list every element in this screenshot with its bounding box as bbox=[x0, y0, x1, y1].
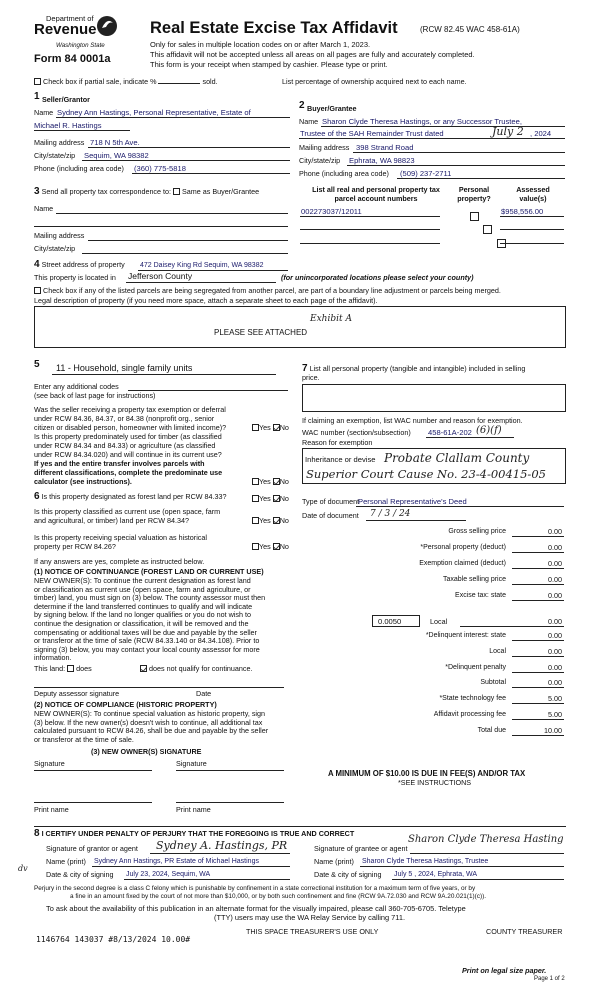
partial-sale-checkbox[interactable] bbox=[34, 78, 41, 85]
notice-compliance-title: (2) NOTICE OF COMPLIANCE (HISTORIC PROPERTY) bbox=[34, 700, 217, 709]
calc-label: Affidavit processing fee bbox=[433, 711, 506, 718]
owner-print-label-1: Print name bbox=[34, 805, 69, 814]
revenue-swirl-icon bbox=[96, 15, 118, 37]
section5-number: 5 bbox=[34, 359, 40, 370]
calc-label: *Delinquent interest: state bbox=[425, 632, 506, 639]
tax-rate-field: 0.0050 bbox=[378, 617, 402, 626]
calc-label: Excise tax: state bbox=[455, 592, 506, 599]
historic-no-checkbox[interactable] bbox=[273, 543, 280, 550]
reason-typed: Inheritance or devise bbox=[305, 455, 376, 464]
grantor-signature-label: Signature of grantor or agent bbox=[46, 844, 138, 853]
buyer-trust-date[interactable]: July 2 bbox=[492, 125, 524, 138]
partial-sale-row bbox=[34, 77, 218, 86]
buyer-city-field[interactable]: Ephrata, WA 98823 bbox=[349, 156, 415, 165]
buyer-phone-label: Phone (including area code) bbox=[299, 169, 389, 178]
assessed-col-header-2: value(s) bbox=[519, 194, 547, 203]
additional-codes-label: Enter any additional codes bbox=[34, 382, 119, 391]
s6-q3-yes-no bbox=[252, 542, 289, 551]
grantee-date-label: Date & city of signing bbox=[314, 870, 382, 879]
logo-revenue: Revenue bbox=[34, 21, 97, 38]
current-use-no-checkbox[interactable] bbox=[273, 517, 280, 524]
q1-yes-label: Yes bbox=[259, 423, 271, 432]
q1-no-label: No bbox=[279, 423, 289, 432]
current-use-q-a: Is this property classified as current use (open space, farm bbox=[34, 507, 221, 516]
certify-statement: I CERTIFY UNDER PENALTY OF PERJURY THAT THE FOREGOING IS TRUE AND CORRECT bbox=[41, 829, 355, 838]
s6-q2-yes-no bbox=[252, 516, 289, 525]
partial-sale-label: Check box if partial sale, indicate % bbox=[43, 77, 157, 86]
header-note-1: Only for sales in multiple location codes on or after March 1, 2023. bbox=[150, 40, 371, 49]
legal-description-box[interactable] bbox=[34, 306, 566, 348]
grantee-name-field[interactable]: Sharon Clyde Theresa Hastings, Trustee bbox=[362, 858, 489, 865]
buyer-name-label: Name bbox=[299, 117, 319, 126]
partial-sale-label-end: sold. bbox=[202, 77, 218, 86]
notice-line: determine if the land transferred continues to qualify and will indicate bbox=[34, 601, 253, 611]
s6-q1-yes-no bbox=[252, 494, 289, 503]
county-field[interactable]: Jefferson County bbox=[128, 271, 193, 281]
reason-handwritten-1: Probate Clallam County bbox=[384, 451, 530, 465]
section3-number: 3 bbox=[34, 186, 40, 197]
calc-label: *Delinquent penalty bbox=[445, 663, 506, 671]
owner-signature-label-1: Signature bbox=[34, 759, 65, 768]
alt-format-line-1: To ask about the availability of this publication in an alternate format for the visually impaired, please call 360-705-6705. Teletype bbox=[46, 904, 466, 913]
personal-property-box[interactable] bbox=[302, 384, 566, 412]
notice-line: NEW OWNER(S): To continue special valuation as historic property, sign bbox=[34, 709, 266, 718]
seller-mailing-label: Mailing address bbox=[34, 138, 85, 147]
timber-q-e: different classifications, complete the predominate use bbox=[34, 468, 223, 477]
wac-number-field[interactable]: 458-61A-202 bbox=[428, 428, 472, 437]
timber-q-c: under RCW 84.34.020) and will continue in its current use? bbox=[34, 450, 222, 459]
historic-yes-checkbox[interactable] bbox=[252, 543, 259, 550]
grantee-name-label: Name (print) bbox=[314, 857, 354, 866]
deputy-signature-label: Deputy assessor signature bbox=[34, 689, 120, 698]
land-does-label: does bbox=[76, 664, 92, 673]
segregated-label: Check box if any of the listed parcels are being segregated from another parcel, are part of a boundary line adjustment or parcels being merged. bbox=[43, 286, 501, 295]
doc-date-field[interactable]: 7 / 3 / 24 bbox=[370, 509, 411, 519]
notice-line: information. bbox=[34, 653, 72, 663]
q1-yes-checkbox[interactable] bbox=[252, 424, 259, 431]
timber-q-b: under RCW 84.34 and 84.33) or agriculture (as classified bbox=[34, 441, 216, 450]
land-does-checkbox[interactable] bbox=[67, 665, 74, 672]
calc-label: *Personal property (deduct) bbox=[420, 544, 506, 551]
seller-name-line1[interactable]: Sydney Ann Hastings, Personal Representative, Estate of bbox=[57, 108, 251, 117]
segregated-checkbox[interactable] bbox=[34, 287, 41, 294]
calc-value[interactable]: 5.00 bbox=[548, 694, 562, 704]
perjury-text-1: Perjury in the second degree is a class C felony which is punishable by confinement in a state correctional institution for a maximum term of five years, or by bbox=[34, 885, 476, 892]
section7-row bbox=[302, 364, 525, 373]
notice-line: timber) land, you must sign on (3) below. The county assessor must then bbox=[34, 593, 266, 603]
exemption-q1-a: Was the seller receiving a property tax exemption or deferral bbox=[34, 405, 226, 414]
seller-heading: Seller/Grantor bbox=[42, 95, 90, 104]
property-address-field[interactable]: 472 Daisey King Rd Sequim, WA 98382 bbox=[140, 262, 264, 269]
if-yes-note: If any answers are yes, complete as instructed below. bbox=[34, 557, 205, 566]
grantee-signature-label: Signature of grantee or agent bbox=[314, 844, 408, 853]
calc-value[interactable]: 0.00 bbox=[548, 591, 562, 600]
grantor-name-label: Name (print) bbox=[46, 857, 86, 866]
grantee-signature[interactable]: Sharon Clyde Theresa Hasting bbox=[408, 834, 564, 845]
q2-yes-no bbox=[252, 477, 289, 486]
calc-value[interactable]: 0.00 bbox=[548, 559, 562, 568]
exemption-q1-b: under RCW 84.36, 84.37, or 84.38 (nonprofit org., senior bbox=[34, 414, 215, 423]
forest-yes-label: Yes bbox=[259, 494, 271, 503]
section6-q1 bbox=[34, 492, 227, 501]
section3-row bbox=[34, 187, 259, 196]
print-legal-note: Print on legal size paper. bbox=[462, 966, 547, 975]
buyer-name-line2[interactable]: Trustee of the SAH Remainder Trust dated bbox=[300, 129, 444, 138]
located-label: This property is located in bbox=[34, 273, 116, 282]
notice-line: (3) below. If the new owner(s) doesn't wish to continue, all additional tax bbox=[34, 717, 263, 727]
q2-yes-label: Yes bbox=[259, 477, 271, 486]
buyer-heading: Buyer/Grantee bbox=[307, 104, 357, 113]
notice-continuance-title: (1) NOTICE OF CONTINUANCE (FOREST LAND OR CURRENT USE) bbox=[34, 567, 264, 576]
cashier-stamp: 1146764 143037 #8/13/2024 10.00# bbox=[36, 935, 191, 944]
section3-city-label: City/state/zip bbox=[34, 244, 76, 253]
assessed-value-1[interactable]: $958,556.00 bbox=[501, 207, 544, 216]
timber-q-a: Is this property predominately used for timber (as classified bbox=[34, 432, 222, 441]
personal-property-label: List all personal property (tangible and intangible) included in selling bbox=[309, 364, 526, 373]
alt-format-line-2: (TTY) users may use the WA Relay Service by calling 711. bbox=[214, 913, 405, 922]
grantor-date-field[interactable]: July 23, 2024, Sequim, WA bbox=[126, 871, 211, 878]
forest-land-question: Is this property designated as forest land per RCW 84.33? bbox=[41, 492, 227, 501]
section3-text: Send all property tax correspondence to: bbox=[41, 187, 172, 196]
seller-name-line2[interactable]: Michael R. Hastings bbox=[34, 121, 102, 130]
assessed-col-header bbox=[503, 185, 563, 203]
this-land-row bbox=[34, 664, 92, 673]
forest-no-checkbox[interactable] bbox=[273, 495, 280, 502]
new-owner-signature-title: (3) NEW OWNER(S) SIGNATURE bbox=[91, 747, 202, 756]
calc-label: Subtotal bbox=[480, 679, 506, 687]
calc-value[interactable]: 0.00 bbox=[548, 543, 562, 552]
grantor-signature[interactable]: Sydney A. Hastings, PR bbox=[156, 839, 288, 852]
buyer-phone-field[interactable]: (509) 237-2711 bbox=[400, 169, 452, 178]
calc-label: *State technology fee bbox=[439, 695, 506, 703]
see-instructions: *SEE INSTRUCTIONS bbox=[398, 778, 472, 787]
calc-value[interactable]: 0.00 bbox=[548, 575, 562, 584]
personal-property-label-2: price. bbox=[302, 373, 320, 382]
grantor-name-field[interactable]: Sydney Ann Hastings, PR Estate of Michael Hastings bbox=[94, 858, 259, 865]
timber-q-f: calculator (see instructions). bbox=[34, 477, 132, 486]
page-title: Real Estate Excise Tax Affidavit bbox=[150, 19, 398, 37]
section7-number: 7 bbox=[302, 363, 308, 374]
additional-codes-note: (see back of last page for instructions) bbox=[34, 391, 156, 400]
notice-line: or transferor at the time of sale (RCW 84.33.140 or 84.34.108). Prior to bbox=[34, 636, 260, 646]
buyer-mailing-field[interactable]: 398 Strand Road bbox=[356, 143, 414, 152]
seller-phone-label: Phone (including area code) bbox=[34, 164, 124, 173]
parcel-col-header-2: parcel account numbers bbox=[334, 194, 418, 203]
q2-no-label: No bbox=[279, 477, 289, 486]
section1-number: 1 bbox=[34, 91, 40, 102]
calc-label: Taxable selling price bbox=[442, 576, 506, 583]
land-does-not-label: does not qualify for continuance. bbox=[149, 664, 253, 673]
header-note-2: This affidavit will not be accepted unless all areas on all pages are fully and accurately completed. bbox=[150, 50, 475, 59]
owner-print-label-2: Print name bbox=[176, 805, 211, 814]
parcel-col-header-1: List all real and personal property tax bbox=[312, 185, 440, 194]
use-code-field[interactable]: 11 - Household, single family units bbox=[56, 363, 193, 373]
historic-yes-label: Yes bbox=[259, 542, 271, 551]
current-use-q-b: and agricultural, or timber) land per RCW 84.34? bbox=[34, 516, 190, 525]
page-indicator: Page 1 of 2 bbox=[534, 976, 565, 982]
calc-value[interactable]: 0.00 bbox=[548, 527, 562, 536]
property-address-label: Street address of property bbox=[41, 260, 125, 269]
seller-phone-field[interactable]: (360) 775-5818 bbox=[134, 164, 186, 173]
owner-signature-label-2: Signature bbox=[176, 759, 207, 768]
parcel-col-header bbox=[306, 185, 446, 203]
current-use-yes-checkbox[interactable] bbox=[252, 517, 259, 524]
this-land-label: This land: bbox=[34, 664, 66, 673]
notice-line: or classification as current use (open space, farm and agriculture, or bbox=[34, 584, 251, 594]
logo-state: Washington State bbox=[56, 42, 105, 49]
grantee-date-field[interactable]: July 5 , 2024, Ephrata, WA bbox=[394, 871, 478, 878]
q1-no-checkbox[interactable] bbox=[273, 424, 280, 431]
legal-description-label: Legal description of property (if you need more space, attach a separate sheet to each page of the affidavit). bbox=[34, 296, 378, 305]
section8-number: 8 bbox=[34, 828, 40, 839]
calc-value[interactable]: 0.00 bbox=[548, 631, 562, 640]
calc-label: Total due bbox=[477, 726, 506, 734]
same-as-buyer-label: Same as Buyer/Grantee bbox=[182, 187, 260, 196]
doc-type-field[interactable]: Personal Representative's Deed bbox=[358, 497, 467, 506]
seller-city-field[interactable]: Sequim, WA 98382 bbox=[84, 151, 149, 160]
treasurer-use-label: THIS SPACE TREASURER'S USE ONLY bbox=[246, 927, 379, 936]
ownership-note: List percentage of ownership acquired next to each name. bbox=[282, 77, 467, 86]
q2-yes-checkbox[interactable] bbox=[252, 478, 259, 485]
q2-no-checkbox[interactable] bbox=[273, 478, 280, 485]
grantor-date-label: Date & city of signing bbox=[46, 870, 114, 879]
does-not-row bbox=[140, 664, 253, 673]
doc-date-label: Date of document bbox=[302, 511, 359, 520]
form-number: Form 84 0001a bbox=[34, 53, 111, 65]
wac-label: WAC number (section/subsection) bbox=[302, 428, 411, 437]
exemption-q1-c: citizen or disabled person, homeowner with limited income)? bbox=[34, 423, 227, 432]
land-does-not-checkbox[interactable] bbox=[140, 665, 147, 672]
notice-line: signing (3) below, you may contact your local county assessor for more bbox=[34, 644, 260, 654]
deputy-date-label: Date bbox=[196, 689, 212, 698]
q1-yes-no bbox=[252, 423, 289, 432]
grantor-initials: dv bbox=[18, 864, 28, 873]
calc-label: Local bbox=[489, 647, 506, 655]
exhibit-handwritten: Exhibit A bbox=[310, 314, 352, 324]
section4-address-row bbox=[34, 260, 125, 269]
section4-number: 4 bbox=[34, 259, 40, 270]
calc-label: Gross selling price bbox=[448, 528, 506, 535]
section6-number: 6 bbox=[34, 491, 40, 502]
dor-logo bbox=[34, 12, 132, 56]
timber-q-d: If yes and the entire transfer involves parcels with bbox=[34, 459, 205, 468]
forest-yes-checkbox[interactable] bbox=[252, 495, 259, 502]
personal-col-header-2: property? bbox=[457, 194, 491, 203]
personal-property-checkbox-1[interactable] bbox=[470, 212, 479, 221]
buyer-trust-year: , 2024 bbox=[530, 129, 552, 138]
wac-subsection-handwritten: (6)(f) bbox=[476, 425, 502, 436]
section3-mailing-label: Mailing address bbox=[34, 231, 85, 240]
doc-type-label: Type of document bbox=[302, 497, 360, 506]
logo-dept-line: Department of bbox=[46, 14, 94, 23]
local-tax-label: Local bbox=[430, 617, 448, 626]
assessed-col-header-1: Assessed bbox=[516, 185, 550, 194]
current-use-no-label: No bbox=[279, 516, 289, 525]
notice-line: or transferor at the time of sale. bbox=[34, 734, 134, 744]
county-note: (for unincorporated locations please select your county) bbox=[281, 273, 474, 282]
notice-line: NEW OWNER(S): To continue the current designation as forest land bbox=[34, 576, 251, 585]
notice-line: calculated pursuant to RCW 84.26, shall be due and payable by the seller bbox=[34, 726, 269, 736]
notice-line: compensating or additional taxes will be due and payable by the seller bbox=[34, 627, 257, 637]
historic-q-a: Is this property receiving special valuation as historical bbox=[34, 533, 207, 542]
header-note-3: This form is your receipt when stamped by cashier. Please type or print. bbox=[150, 60, 388, 69]
perjury-line-2: a fine in an amount fixed by the court of not more than $10,000, or by both such confinement and fine (RCW 9A.72.030 and RCW 9A.20.021(1)(c)). bbox=[70, 893, 486, 900]
calc-value[interactable]: 10.00 bbox=[544, 725, 562, 735]
current-use-yes-label: Yes bbox=[259, 516, 271, 525]
personal-col-header bbox=[454, 185, 494, 203]
seller-city-label: City/state/zip bbox=[34, 151, 76, 160]
seller-name-label: Name bbox=[34, 108, 54, 117]
minimum-due-notice: A MINIMUM OF $10.00 IS DUE IN FEE(S) AND/OR TAX bbox=[328, 769, 526, 778]
forest-no-label: No bbox=[279, 494, 289, 503]
notice-line: by signing below. If the land no longer qualifies or you do not wish to bbox=[34, 610, 251, 620]
calc-label: Exemption claimed (deduct) bbox=[419, 560, 506, 567]
parcel-number-1[interactable]: 002273037/12011 bbox=[301, 207, 362, 216]
calc-value[interactable]: 0.00 bbox=[548, 662, 562, 672]
reason-label: Reason for exemption bbox=[302, 438, 373, 447]
section3-name-label: Name bbox=[34, 204, 54, 213]
historic-q-b: property per RCW 84.26? bbox=[34, 542, 116, 551]
certify-row bbox=[34, 829, 354, 838]
county-treasurer-label: COUNTY TREASURER bbox=[486, 927, 563, 936]
buyer-city-label: City/state/zip bbox=[299, 156, 341, 165]
notice-line: continue the designation or classification, it will be removed and the bbox=[34, 619, 249, 628]
personal-property-checkbox-2[interactable] bbox=[483, 225, 492, 234]
seller-mailing-field[interactable]: 718 N 5th Ave. bbox=[90, 138, 140, 147]
calc-value[interactable]: 0.00 bbox=[548, 678, 562, 688]
local-tax-value[interactable]: 0.00 bbox=[548, 617, 562, 626]
reason-handwritten-2: Superior Court Cause No. 23-4-00415-05 bbox=[306, 467, 546, 481]
see-attached-text: PLEASE SEE ATTACHED bbox=[214, 328, 308, 337]
same-as-buyer-checkbox[interactable] bbox=[173, 188, 180, 195]
exemption-claim-label: If claiming an exemption, list WAC number and reason for exemption. bbox=[302, 416, 523, 425]
calc-value[interactable]: 5.00 bbox=[548, 710, 562, 719]
historic-no-label: No bbox=[279, 542, 289, 551]
buyer-name-line1[interactable]: Sharon Clyde Theresa Hastings, or any Successor Trustee, bbox=[322, 117, 522, 126]
personal-col-header-1: Personal bbox=[458, 185, 490, 194]
buyer-mailing-label: Mailing address bbox=[299, 143, 350, 152]
segregated-row bbox=[34, 286, 501, 295]
title-reference: (RCW 82.45 WAC 458-61A) bbox=[420, 25, 520, 34]
calc-value[interactable]: 0.00 bbox=[548, 646, 562, 656]
section2-number: 2 bbox=[299, 100, 305, 111]
